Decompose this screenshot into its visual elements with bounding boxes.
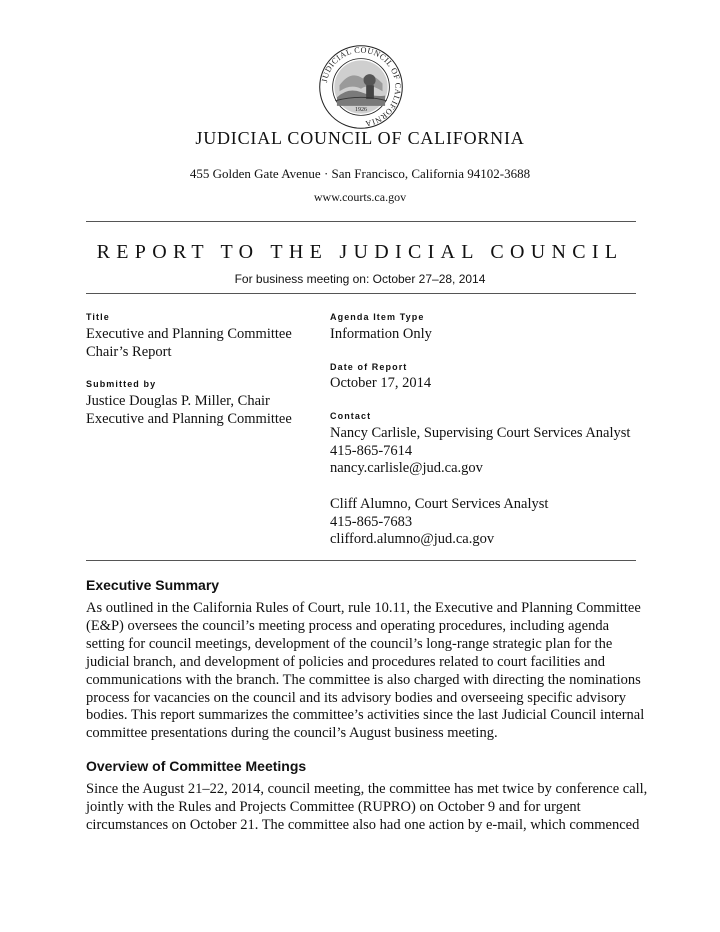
overview-heading: Overview of Committee Meetings	[86, 758, 307, 774]
overview-body	[86, 781, 646, 835]
date-of-report-value: October 17, 2014	[330, 375, 432, 391]
header-divider	[86, 221, 636, 222]
meeting-date-line: For business meeting on: October 27–28, 2014	[234, 272, 486, 286]
paragraph-line: As outlined in the California Rules of Court, rule 10.11, the Executive and Planning Committee	[86, 600, 641, 616]
paragraph-line: bodies. This report summarizes the committee’s activities since the last Judicial Council internal	[86, 707, 645, 724]
paragraph-line: Since the August 21–22, 2014, council meeting, the committee has met twice by conference call,	[86, 781, 648, 797]
judicial-council-seal	[318, 44, 404, 130]
executive-summary-heading: Executive Summary	[86, 577, 220, 593]
contact-email: nancy.carlisle@jud.ca.gov	[330, 460, 483, 476]
title-label: Title	[86, 312, 110, 322]
report-heading: REPORT TO THE JUDICIAL COUNCIL	[96, 241, 624, 263]
paragraph-line: jointly with the Rules and Projects Committee (RUPRO) on October 9 and for urgent	[86, 798, 581, 815]
report-divider	[86, 293, 636, 294]
agenda-type-value: Information Only	[330, 326, 432, 342]
organization-name: JUDICIAL COUNCIL OF CALIFORNIA	[195, 128, 525, 148]
contact-secondary	[330, 496, 640, 549]
seal-ring-text: JUDICIAL COUNCIL OF CALIFORNIA	[319, 45, 403, 129]
executive-summary-body	[86, 600, 646, 743]
title-value	[86, 326, 316, 361]
submitted-by-label: Submitted by	[86, 379, 157, 389]
paragraph-line: circumstances on October 21. The committee also had one action by e-mail, which commenced	[86, 816, 640, 833]
title-line: Chair’s Report	[86, 343, 172, 360]
paragraph-line: communications with the branch. The committee is also charged with directing the nominations	[86, 671, 641, 688]
contact-name: Nancy Carlisle, Supervising Court Services Analyst	[330, 425, 631, 441]
contact-primary	[330, 425, 640, 478]
paragraph-line: setting for council meetings, development of the council’s long-range strategic plan for the	[86, 635, 613, 652]
paragraph-line: committee presentations during the council’s August business meeting.	[86, 725, 498, 742]
contact-label: Contact	[330, 411, 372, 421]
organization-address: 455 Golden Gate Avenue · San Francisco, California 94102-3688	[189, 166, 531, 181]
paragraph-line: process for vacancies on the council and its advisory bodies and overseeing specific advisory	[86, 689, 626, 706]
contact-phone: 415-865-7614	[330, 442, 413, 459]
organization-website: www.courts.ca.gov	[313, 190, 407, 204]
submitted-by-value	[86, 393, 316, 428]
agenda-type-label: Agenda Item Type	[330, 312, 425, 322]
contact-email: clifford.alumno@jud.ca.gov	[330, 531, 495, 547]
contact-phone: 415-865-7683	[330, 513, 413, 530]
seal-year: 1926	[354, 107, 368, 114]
paragraph-line: judicial branch, and development of policies and procedures related to court facilities and	[86, 653, 605, 670]
submitted-line: Justice Douglas P. Miller, Chair	[86, 393, 270, 409]
paragraph-line: (E&P) oversees the council’s meeting process and operating procedures, including agenda	[86, 617, 610, 634]
info-divider	[86, 560, 636, 561]
title-line: Executive and Planning Committee	[86, 326, 292, 342]
submitted-line: Executive and Planning Committee	[86, 410, 292, 427]
contact-name: Cliff Alumno, Court Services Analyst	[330, 496, 549, 512]
date-of-report-label: Date of Report	[330, 362, 408, 372]
